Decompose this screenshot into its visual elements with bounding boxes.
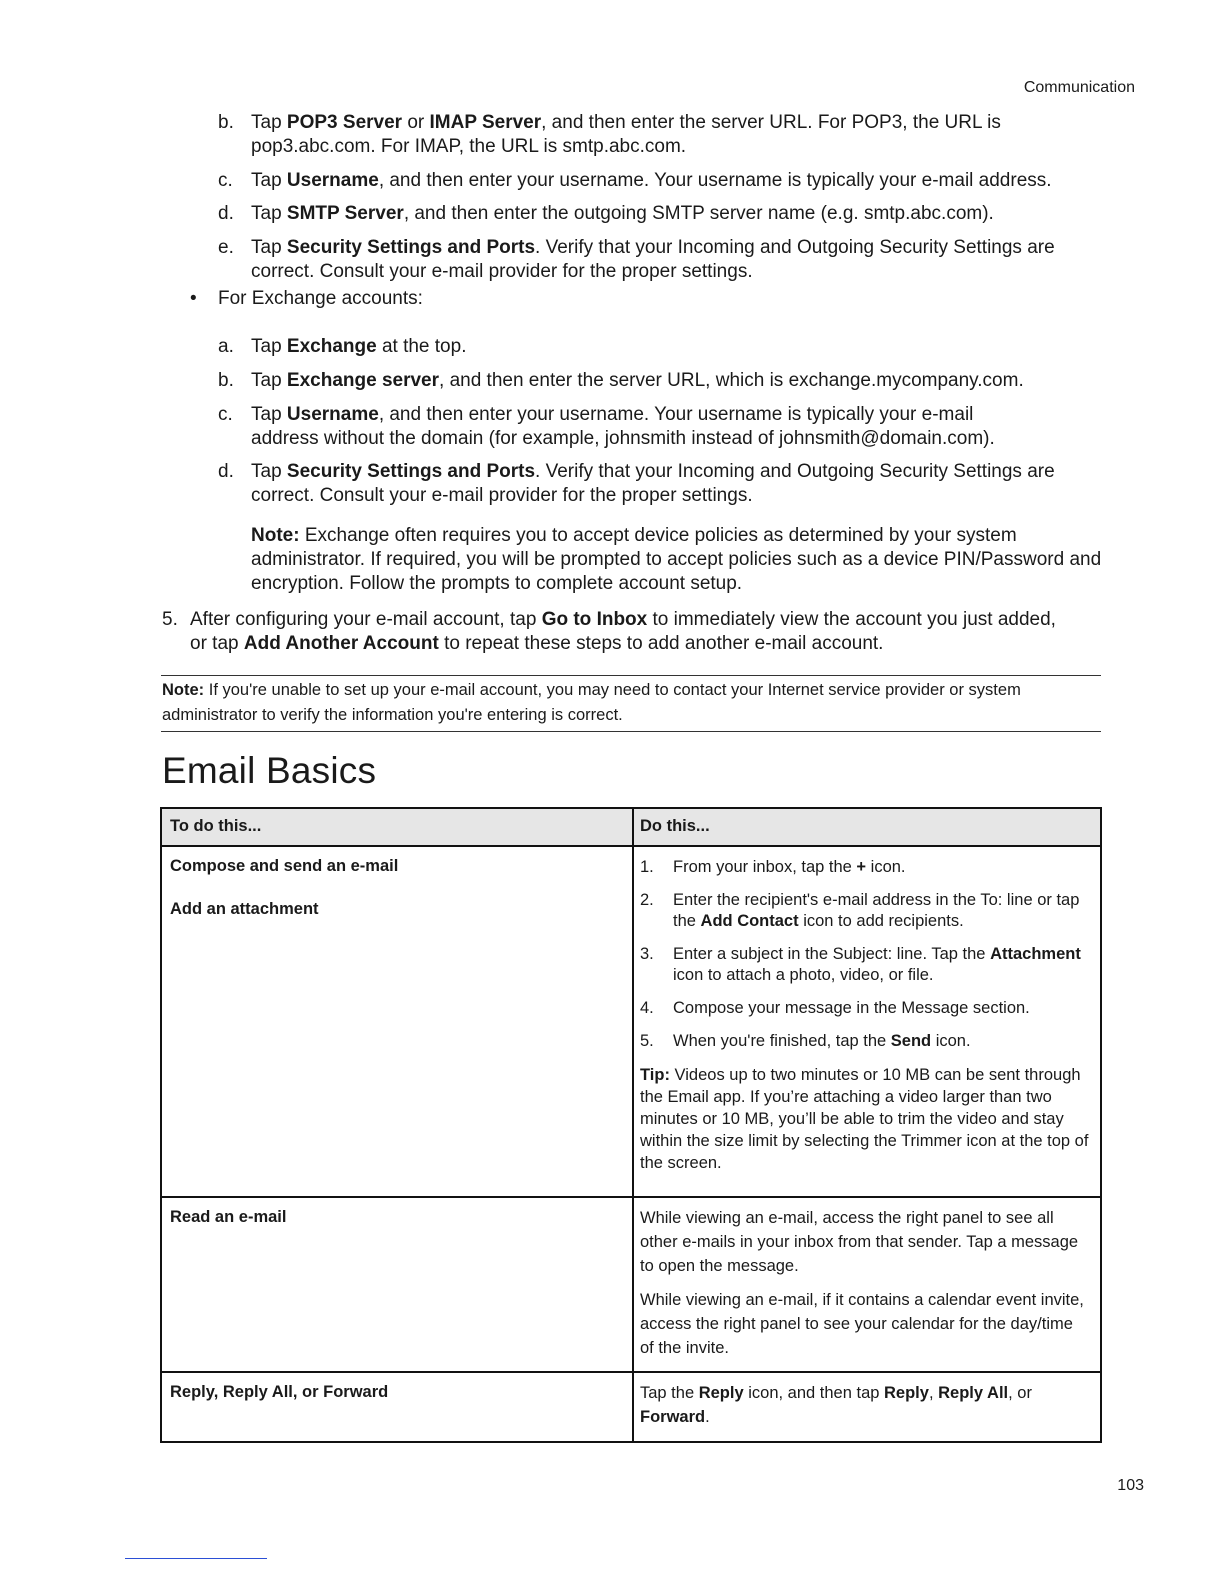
note-top-rule [161, 675, 1101, 676]
task-cell [161, 1197, 633, 1372]
step-text: Tap POP3 Server or IMAP Server, and then enter the server URL. For POP3, the URL is [251, 112, 1001, 133]
section-title: Email Basics [162, 750, 377, 791]
step-text-line2: or tap Add Another Account to repeat these steps to add another e-mail account. [190, 633, 884, 654]
email-basics-table [160, 807, 1102, 1443]
step-label: b. [218, 112, 234, 133]
step-label: e. [218, 237, 234, 258]
step-label: a. [218, 336, 234, 357]
step-label: d. [218, 461, 234, 482]
step-label: b. [218, 370, 234, 391]
step-label: d. [218, 203, 234, 224]
step-text-line2: pop3.abc.com. For IMAP, the URL is smtp.abc.com. [251, 136, 687, 157]
running-header: Communication [1023, 79, 1135, 96]
exchange-note [251, 524, 1111, 596]
step-text: Tap Security Settings and Ports. Verify that your Incoming and Outgoing Security Settings are [251, 237, 1055, 258]
instruction-paragraph: While viewing an e-mail, if it contains a calendar event invite, access the right panel to see your calendar for the day/time of the invite. [640, 1291, 1084, 1357]
instruction-paragraph: While viewing an e-mail, access the right panel to see all other e-mails in your inbox from that sender. Tap a message to open the message. [640, 1209, 1079, 1275]
step-text-line2: correct. Consult your e-mail provider for the proper settings. [251, 485, 753, 506]
compose-steps [640, 857, 1090, 1052]
note-label: Note: [162, 681, 205, 699]
table-row [161, 846, 1101, 1197]
setup-note [162, 678, 1102, 728]
step-label: 5. [162, 609, 178, 630]
step-text: Tap Username, and then enter your username. Your username is typically your e-mail address. [251, 170, 1052, 191]
note-bottom-rule [161, 731, 1101, 732]
instruction-cell [633, 1372, 1101, 1442]
list-item: 4. Compose your message in the Message section. [640, 999, 1030, 1017]
instruction-cell [633, 1197, 1101, 1372]
step-text-line2: address without the domain (for example, johnsmith instead of johnsmith@domain.com). [251, 428, 995, 449]
tip-text: Tip: Videos up to two minutes or 10 MB can be sent through the Email app. If you’re attaching a video larger than two minutes or 10 MB, you’ll be able to trim the video and stay within the size limit by selecting the Trimmer icon at the top of the screen. [640, 1066, 1089, 1172]
bullet-text: For Exchange accounts: [218, 288, 423, 309]
step-text: Tap Security Settings and Ports. Verify that your Incoming and Outgoing Security Settings are [251, 461, 1055, 482]
step-label: c. [218, 404, 233, 425]
list-item: 5. When you're finished, tap the Send icon. [640, 1032, 971, 1050]
instruction-cell [633, 846, 1101, 1197]
table-header-row [161, 808, 1101, 846]
step-label: c. [218, 170, 233, 191]
step-text: Tap Username, and then enter your username. Your username is typically your e-mail [251, 404, 974, 425]
footer-rule [125, 1558, 267, 1559]
step-text: Tap Exchange server, and then enter the server URL, which is exchange.mycompany.com. [251, 370, 1024, 391]
list-item: 3. Enter a subject in the Subject: line. Tap the Attachment icon to attach a photo, video, or file. [640, 945, 1081, 984]
task-cell [161, 846, 633, 1197]
table-header-cell: Do this... [633, 808, 1101, 846]
note-label: Note: [251, 525, 300, 546]
note-text: Exchange often requires you to accept device policies as determined by your system administrator. If required, you will be prompted to accept policies such as a device PIN/Password and encryption. Follow the prompts to complete account setup. [251, 525, 1102, 594]
task-label: Add an attachment [170, 900, 319, 918]
task-label: Read an e-mail [170, 1208, 287, 1226]
tip-label: Tip: [640, 1066, 670, 1084]
step-text: Tap Exchange at the top. [251, 336, 467, 357]
task-cell [161, 1372, 633, 1442]
step-text-line2: correct. Consult your e-mail provider for the proper settings. [251, 261, 753, 282]
table-row [161, 1372, 1101, 1442]
step-text: After configuring your e-mail account, tap Go to Inbox to immediately view the account you just added, [190, 609, 1056, 630]
table-header-cell: To do this... [161, 808, 633, 846]
bullet-glyph: • [190, 288, 197, 309]
note-text: If you're unable to set up your e-mail account, you may need to contact your Internet service provider or system administrator to verify the information you're entering is correct. [162, 681, 1021, 724]
page-number: 103 [1117, 1477, 1144, 1494]
list-item: 1. From your inbox, tap the + icon. [640, 858, 906, 876]
task-label: Reply, Reply All, or Forward [170, 1383, 389, 1401]
step-text: Tap SMTP Server, and then enter the outgoing SMTP server name (e.g. smtp.abc.com). [251, 203, 994, 224]
list-item: 2. Enter the recipient's e-mail address in the To: line or tap the Add Contact icon to add recipients. [640, 891, 1080, 930]
instruction-paragraph: Tap the Reply icon, and then tap Reply, Reply All, or Forward. [640, 1384, 1032, 1426]
table-row [161, 1197, 1101, 1372]
task-label: Compose and send an e-mail [170, 857, 399, 875]
